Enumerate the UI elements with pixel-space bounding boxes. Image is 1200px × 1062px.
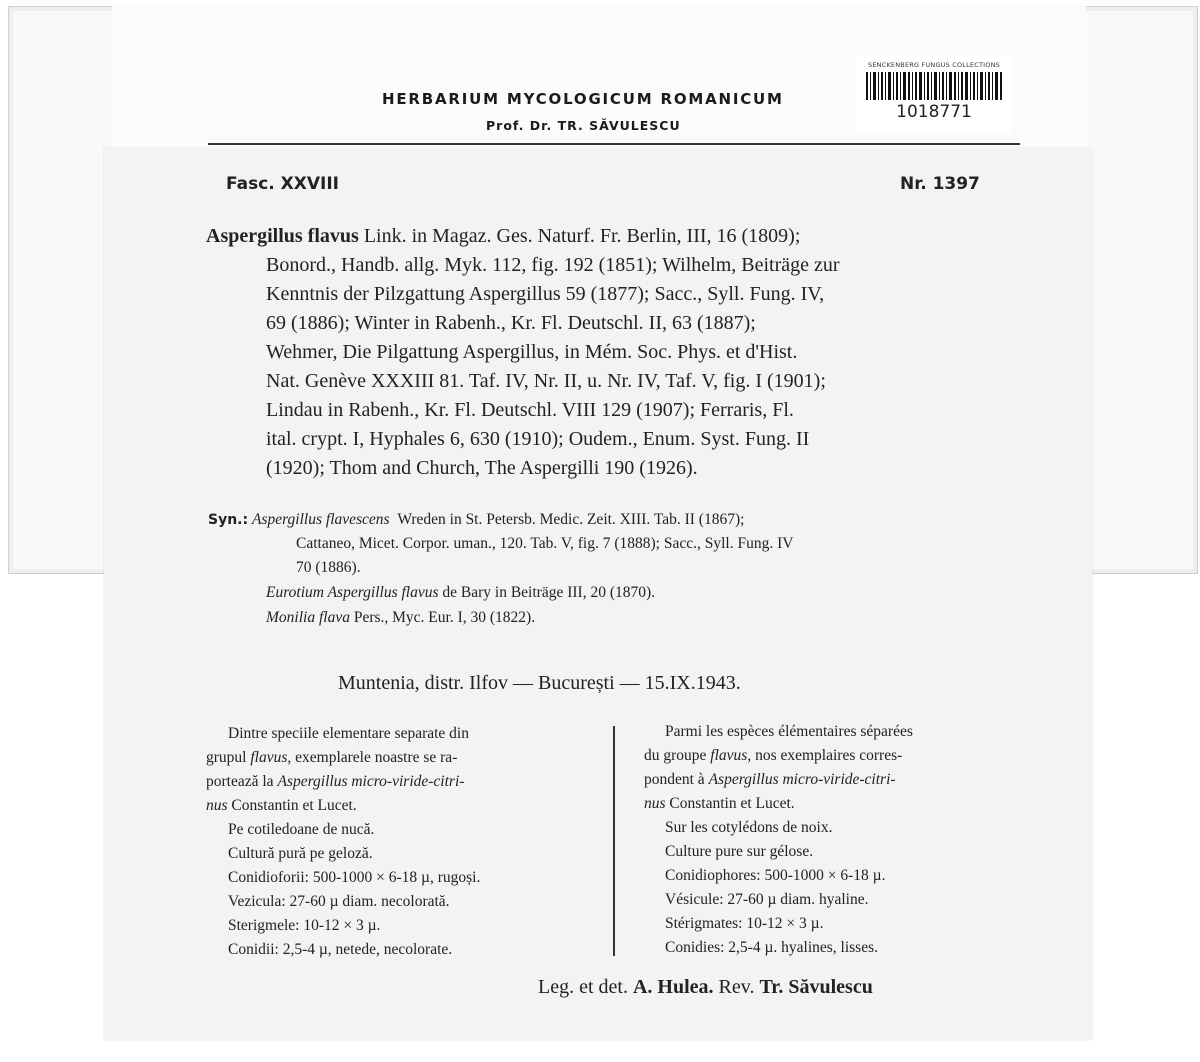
fascicle-number: Fasc. XXVIII	[226, 174, 340, 194]
citation-line-8: ital. crypt. I, Hyphales 6, 630 (1910); Oudem., Enum. Syst. Fung. II	[266, 428, 810, 450]
ro-line-6: Cultură pură pe geloză.	[228, 845, 373, 862]
ro-line-2	[206, 750, 457, 766]
barcode-number: 1018771	[896, 102, 972, 122]
ro-text: grupul	[206, 749, 247, 766]
synonym-name: Monilia flava	[266, 609, 350, 626]
fr-line-6: Culture pure sur gélose.	[665, 843, 814, 860]
synonym-line-3: 70 (1886).	[296, 559, 361, 576]
ro-line-9: Sterigmele: 10-12 × 3 µ.	[228, 917, 381, 934]
ro-line-8: Vezicula: 27-60 µ diam. necolorată.	[228, 893, 450, 910]
ro-italic: flavus	[250, 749, 288, 766]
citation-line-6: Nat. Genève XXXIII 81. Taf. IV, Nr. II, u. Nr. IV, Taf. V, fig. I (1901);	[266, 370, 826, 392]
fr-line-3	[644, 772, 896, 788]
ro-line-10: Conidii: 2,5-4 µ, netede, necolorate.	[228, 941, 453, 958]
column-divider	[613, 726, 615, 956]
citation-line-5: Wehmer, Die Pilgattung Aspergillus, in Mém. Soc. Phys. et d'Hist.	[266, 341, 798, 363]
fr-line-2	[644, 748, 902, 764]
barcode-label	[856, 56, 1012, 132]
synonym-text: Pers., Myc. Eur. I, 30 (1822).	[353, 609, 536, 626]
citation-line-9: (1920); Thom and Church, The Aspergilli 190 (1926).	[266, 457, 698, 479]
ro-line-4	[206, 798, 357, 814]
synonym-line-2: Cattaneo, Micet. Corpor. uman., 120. Tab. V, fig. 7 (1888); Sacc., Syll. Fung. IV	[296, 535, 794, 552]
fr-text: pondent à	[644, 771, 705, 788]
fr-italic: nus	[644, 795, 666, 812]
fr-line-8: Vésicule: 27-60 µ diam. hyaline.	[665, 891, 869, 908]
synonym-name: Aspergillus flavescens	[251, 511, 390, 528]
ro-text: , exemplarele noastre se ra-	[287, 749, 458, 766]
collector-prefix: Leg. et det.	[538, 976, 628, 998]
synonym-line-1	[208, 512, 744, 528]
header-rule	[208, 143, 1020, 145]
ro-line-7: Conidioforii: 500-1000 × 6-18 µ, rugoși.	[228, 869, 481, 886]
fr-line-9: Stérigmates: 10-12 × 3 µ.	[665, 915, 824, 932]
citation-text: Link. in Magaz. Ges. Naturf. Fr. Berlin, III, 16 (1809);	[363, 225, 801, 247]
barcode-icon	[866, 72, 1002, 100]
species-name: Aspergillus flavus	[206, 225, 359, 247]
fr-line-5: Sur les cotylédons de noix.	[665, 819, 833, 836]
synonyms-label: Syn.:	[208, 512, 249, 528]
ro-italic: Aspergillus micro-viride-citri-	[277, 773, 465, 790]
ro-line-1: Dintre speciile elementare separate din	[228, 725, 469, 742]
professor-name: Prof. Dr. TR. SĂVULESCU	[486, 118, 681, 133]
reviewer-name: Tr. Săvulescu	[759, 976, 873, 998]
institution-title: HERBARIUM MYCOLOGICUM ROMANICUM	[382, 90, 784, 108]
ro-line-5: Pe cotiledoane de nucă.	[228, 821, 375, 838]
fr-line-10: Conidies: 2,5-4 µ. hyalines, lisses.	[665, 939, 879, 956]
collector-line	[538, 976, 873, 999]
fr-italic: flavus	[710, 747, 748, 764]
fr-text: , nos exemplaires corres-	[747, 747, 903, 764]
fr-line-1: Parmi les espèces élémentaires séparées	[665, 723, 913, 740]
collector-name: A. Hulea.	[632, 976, 714, 998]
citation-line-3: Kenntnis der Pilzgattung Aspergillus 59 (1877); Sacc., Syll. Fung. IV,	[266, 283, 825, 305]
fr-italic: Aspergillus micro-viride-citri-	[708, 771, 896, 788]
synonym-line-5	[266, 610, 535, 626]
synonym-line-4	[266, 585, 655, 601]
citation-line-4: 69 (1886); Winter in Rabenh., Kr. Fl. Deutschl. II, 63 (1887);	[266, 312, 756, 334]
fr-text: Constantin et Lucet.	[665, 795, 795, 812]
ro-text: Constantin et Lucet.	[227, 797, 357, 814]
synonym-name: Eurotium Aspergillus flavus	[266, 584, 439, 601]
ro-line-3	[206, 774, 464, 790]
exsiccata-number: Nr. 1397	[900, 174, 980, 194]
collection-locality: Muntenia, distr. Ilfov — București — 15.IX.1943.	[338, 672, 741, 694]
synonym-text: de Bary in Beiträge III, 20 (1870).	[442, 584, 656, 601]
fr-line-4	[644, 796, 795, 812]
citation-line-7: Lindau in Rabenh., Kr. Fl. Deutschl. VIII 129 (1907); Ferraris, Fl.	[266, 399, 794, 421]
reviewer-prefix: Rev.	[718, 976, 755, 998]
citation-line-1	[206, 226, 800, 246]
synonym-text: Wreden in St. Petersb. Medic. Zeit. XIII. Tab. II (1867);	[397, 511, 745, 528]
citation-line-2: Bonord., Handb. allg. Myk. 112, fig. 192 (1851); Wilhelm, Beiträge zur	[266, 254, 840, 276]
ro-italic: nus	[206, 797, 228, 814]
fr-text: du groupe	[644, 747, 707, 764]
fr-line-7: Conidiophores: 500-1000 × 6-18 µ.	[665, 867, 886, 884]
barcode-caption: SENCKENBERG FUNGUS COLLECTIONS	[868, 61, 1000, 69]
ro-text: portează la	[206, 773, 274, 790]
